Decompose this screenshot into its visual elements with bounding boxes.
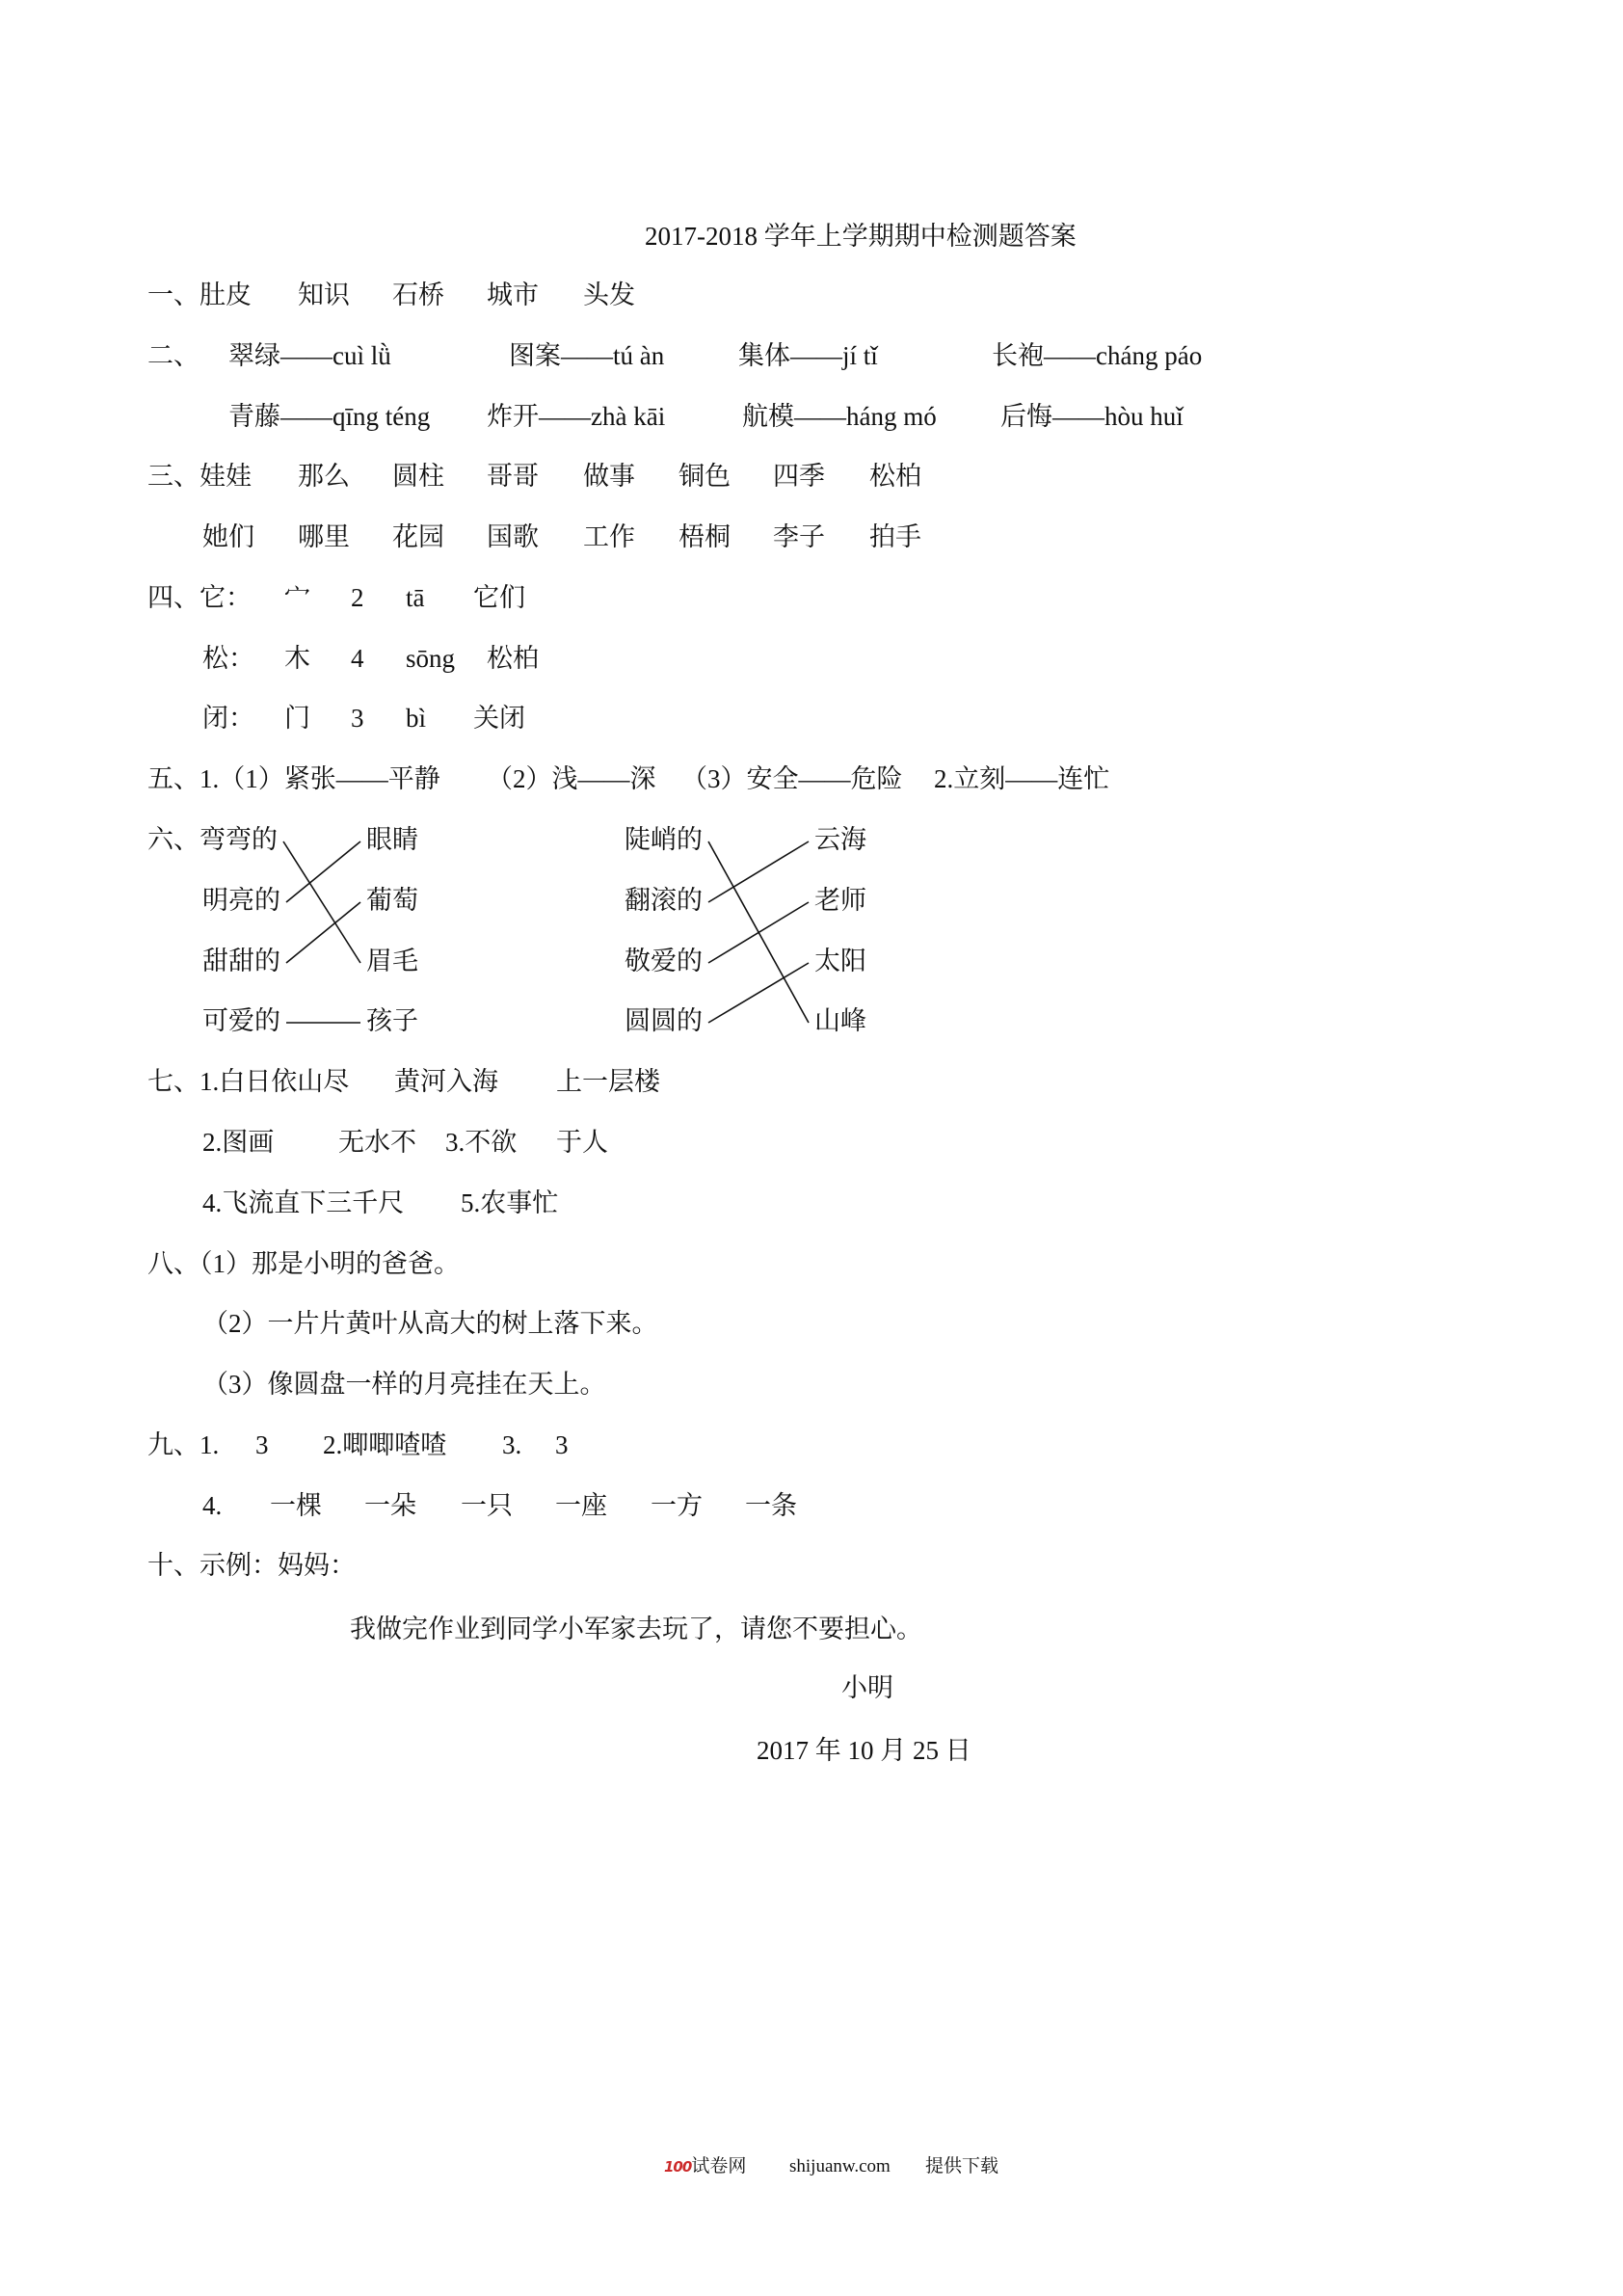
note-signature: 小明	[841, 1673, 893, 1702]
synonym-pair: 2.立刻——连忙	[934, 764, 1110, 793]
sub-question-number: 1.	[200, 1430, 220, 1459]
stroke-count: 3	[351, 704, 364, 733]
poem-answer: 上一层楼	[556, 1067, 660, 1096]
section-7-line-3	[0, 1188, 1623, 1218]
section-1-first	[147, 280, 252, 310]
pinyin: sōng	[406, 644, 456, 673]
section-9-first	[147, 1429, 219, 1460]
answer-word: 肚皮	[200, 280, 252, 309]
section-4-first	[147, 582, 252, 613]
match-noun: 葡萄	[366, 886, 418, 915]
download-note: 提供下载	[925, 2156, 999, 2176]
character: 闭：	[202, 704, 254, 733]
section-6-row-1	[0, 824, 1623, 855]
answer-value: 3	[255, 1430, 269, 1459]
measure-word: 一座	[555, 1491, 607, 1520]
section-3-line-1	[0, 461, 1623, 492]
section-2-line-1	[0, 340, 1623, 371]
match-adjective: 翻滚的	[625, 886, 703, 915]
answer-word: 四季	[773, 462, 825, 491]
answer-word: 梧桐	[678, 522, 731, 551]
poem-answer: 无水不	[338, 1128, 416, 1157]
word: 关闭	[473, 704, 525, 733]
pinyin-answer: 图案——tú àn	[509, 341, 665, 370]
section-7-first	[147, 1066, 349, 1097]
answer-word: 哪里	[298, 522, 350, 551]
poem-answer: 黄河入海	[394, 1067, 498, 1096]
section-6-row-4	[0, 1005, 1623, 1036]
match-adjective: 敬爱的	[625, 947, 703, 975]
pinyin-answer: 青藤——qīng téng	[228, 402, 431, 431]
answer-word: 做事	[583, 462, 635, 491]
measure-word: 一方	[651, 1491, 703, 1520]
measure-word: 一棵	[270, 1491, 322, 1520]
section-5	[0, 763, 1623, 794]
match-noun: 云海	[814, 825, 866, 854]
poem-answer: 5.农事忙	[461, 1188, 559, 1217]
radical: 木	[284, 644, 310, 673]
pinyin-answer: 长袍——cháng páo	[992, 341, 1203, 370]
section-9-line-1	[0, 1429, 1623, 1460]
section-3-line-2	[0, 521, 1623, 552]
match-noun: 太阳	[814, 947, 866, 975]
section-number: 七、	[147, 1067, 200, 1096]
measure-word: 一只	[461, 1491, 513, 1520]
section-number: 九、	[147, 1430, 200, 1459]
match-adjective: 圆圆的	[625, 1006, 703, 1035]
pinyin-answer: 炸开——zhà kāi	[487, 402, 666, 431]
poem-answer: 1.白日依山尽	[200, 1067, 350, 1096]
pinyin-answer: 集体——jí tǐ	[738, 341, 878, 370]
section-9-line-2	[0, 1490, 1623, 1521]
section-number: 五、	[147, 764, 200, 793]
note-salutation: 示例：妈妈：	[200, 1551, 356, 1580]
document-title: 2017-2018 学年上学期期中检测题答案	[645, 222, 1077, 251]
section-number: 二、	[147, 341, 200, 370]
match-line	[708, 841, 809, 1023]
section-8-line-1	[0, 1248, 1623, 1279]
pinyin-answer: 后悔——hòu huǐ	[1000, 402, 1184, 431]
note-body: 我做完作业到同学小军家去玩了，请您不要担心。	[350, 1615, 922, 1643]
poem-answer: 4.飞流直下三千尺	[202, 1188, 405, 1217]
match-noun: 山峰	[814, 1006, 866, 1035]
stroke-count: 4	[351, 644, 364, 673]
match-noun: 眉毛	[366, 947, 418, 975]
poem-answer: 3.不欲	[445, 1128, 518, 1157]
answer-word: 那么	[298, 462, 350, 491]
answer-word: 松柏	[869, 462, 921, 491]
radical: 门	[284, 704, 310, 733]
word: 它们	[473, 583, 525, 612]
section-3-first	[147, 461, 252, 492]
logo-number: 100	[664, 2158, 692, 2176]
section-8-line-2	[0, 1308, 1623, 1339]
sentence-answer: （3）像圆盘一样的月亮挂在天上。	[202, 1370, 606, 1399]
answer-word: 圆柱	[392, 462, 444, 491]
note-date: 2017 年 10 月 25 日	[757, 1736, 971, 1765]
pinyin: tā	[406, 583, 425, 612]
title-row	[0, 221, 1623, 252]
character: 它：	[200, 583, 252, 612]
site-logo	[664, 2151, 746, 2182]
section-4-row-1	[0, 582, 1623, 613]
section-10-body	[0, 1614, 1623, 1644]
poem-answer: 于人	[556, 1128, 608, 1157]
answer-word: 石桥	[392, 280, 444, 309]
answer-value: 2.唧唧喳喳	[323, 1430, 447, 1459]
section-number: 三、	[147, 462, 200, 491]
section-6-first	[147, 824, 278, 855]
answer-word: 花园	[392, 522, 444, 551]
match-noun: 老师	[814, 886, 866, 915]
answer-word: 娃娃	[200, 462, 252, 491]
answer-word: 工作	[583, 522, 635, 551]
match-adjective: 弯弯的	[200, 825, 278, 854]
sub-question-number: 3.	[502, 1430, 522, 1459]
sentence-answer: （1）那是小明的爸爸。	[200, 1249, 460, 1278]
measure-word: 一朵	[364, 1491, 416, 1520]
antonym-pair: （3）安全——危险	[681, 764, 903, 793]
section-5-first	[147, 763, 440, 794]
match-adjective: 明亮的	[202, 886, 280, 915]
section-number: 四、	[147, 583, 200, 612]
answer-value: 3	[555, 1430, 569, 1459]
antonym-pair: （2）浅——深	[487, 764, 656, 793]
section-8-first	[147, 1248, 460, 1279]
section-4-row-2	[0, 643, 1623, 674]
section-7-line-2	[0, 1127, 1623, 1158]
section-6-row-3	[0, 946, 1623, 976]
match-adjective: 陡峭的	[625, 825, 703, 854]
answer-word: 国歌	[487, 522, 539, 551]
match-noun: 孩子	[366, 1006, 418, 1035]
section-1	[0, 280, 1623, 310]
pinyin: bì	[406, 704, 427, 733]
pinyin-answer: 航模——háng mó	[742, 402, 937, 431]
section-8-line-3	[0, 1369, 1623, 1400]
sentence-answer: （2）一片片黄叶从高大的树上落下来。	[202, 1309, 658, 1338]
section-7-line-1	[0, 1066, 1623, 1097]
answer-word: 铜色	[678, 462, 731, 491]
section-6-row-2	[0, 885, 1623, 916]
answer-word: 拍手	[869, 522, 921, 551]
section-4-row-3	[0, 703, 1623, 734]
match-noun: 眼睛	[366, 825, 418, 854]
section-number: 八、	[147, 1249, 200, 1278]
answer-word: 城市	[487, 280, 539, 309]
site-url: shijuanw.com	[789, 2156, 891, 2176]
poem-answer: 2.图画	[202, 1128, 275, 1157]
section-10-first	[147, 1550, 356, 1581]
section-10-heading	[0, 1550, 1623, 1581]
radical: 宀	[284, 583, 310, 612]
match-adjective: 可爱的	[202, 1006, 280, 1035]
answer-word: 她们	[202, 522, 254, 551]
measure-word: 一条	[745, 1491, 797, 1520]
answer-word: 李子	[773, 522, 825, 551]
match-adjective: 甜甜的	[202, 947, 280, 975]
answer-word: 哥哥	[487, 462, 539, 491]
answer-word: 头发	[583, 280, 635, 309]
word: 松柏	[487, 644, 539, 673]
section-2-line-2	[0, 401, 1623, 432]
section-number: 十、	[147, 1551, 200, 1580]
pinyin-answer: 翠绿——cuì lǜ	[228, 341, 391, 370]
stroke-count: 2	[351, 583, 364, 612]
section-number: 六、	[147, 825, 200, 854]
sub-question-number: 4.	[202, 1491, 223, 1520]
answer-word: 知识	[298, 280, 350, 309]
section-10-date	[0, 1735, 1623, 1766]
antonym-pair: 1.（1）紧张——平静	[200, 764, 440, 793]
section-10-signature	[0, 1672, 1623, 1703]
page-footer	[0, 2151, 1623, 2182]
section-number: 一、	[147, 280, 200, 309]
character: 松：	[202, 644, 254, 673]
logo-text: 试卷网	[691, 2156, 747, 2176]
